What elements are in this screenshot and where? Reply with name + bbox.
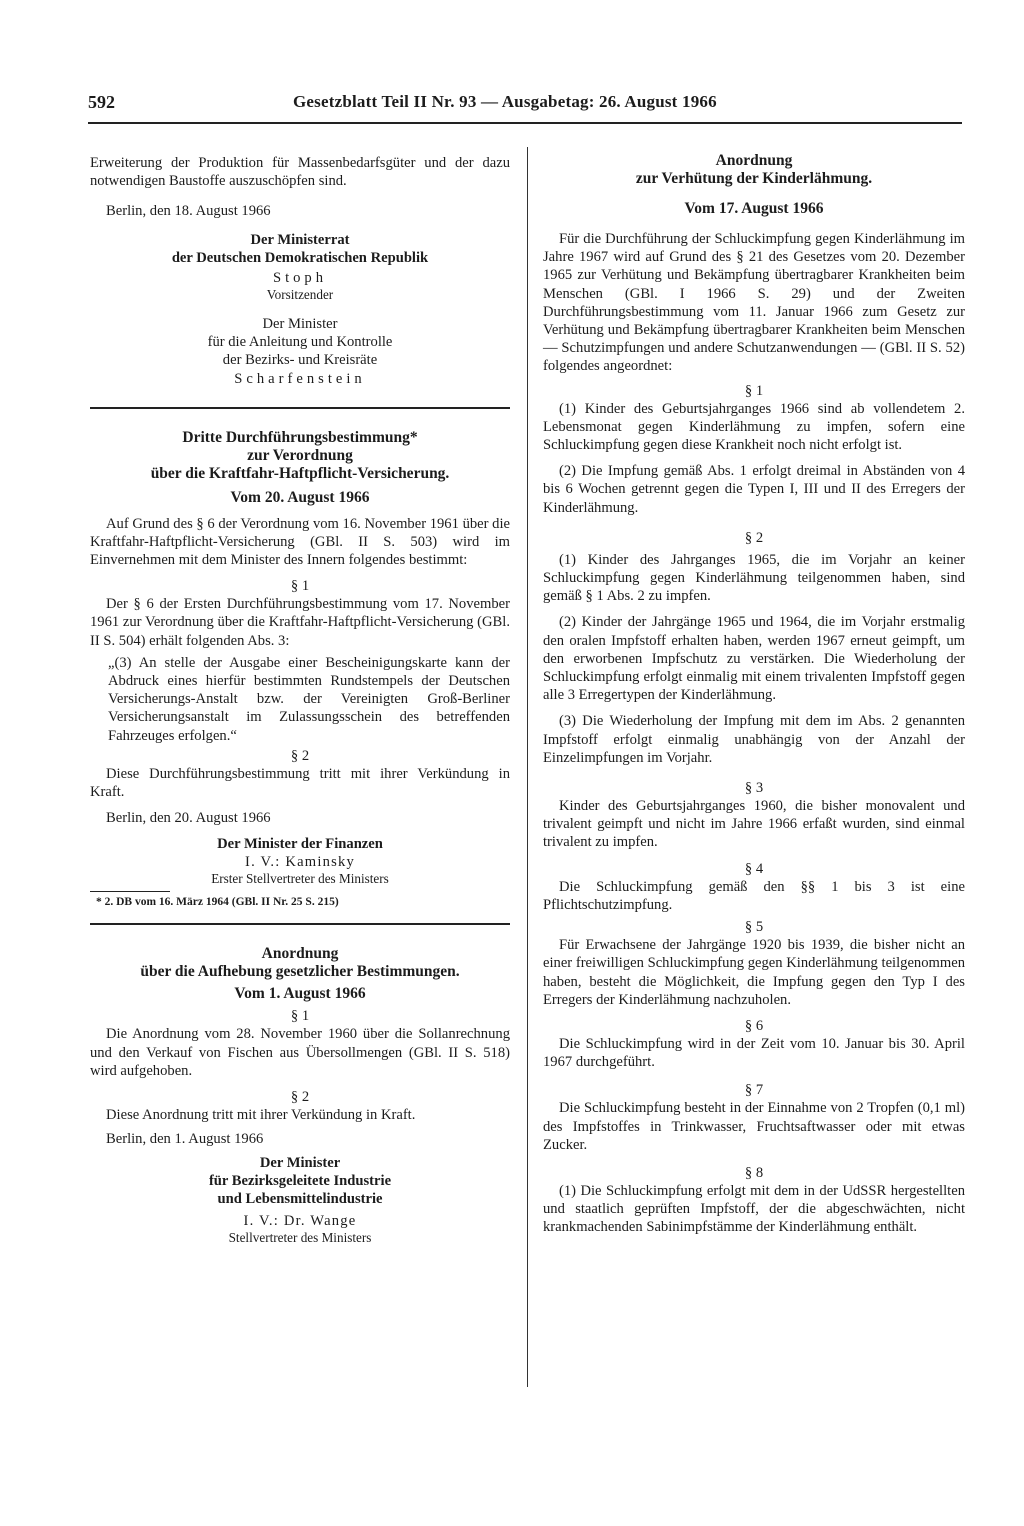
signatory2-line1: Der Minister bbox=[262, 315, 338, 332]
section-rule bbox=[90, 407, 510, 409]
reg2-sig-line3: und Lebensmittelindustrie bbox=[217, 1191, 383, 1208]
gazette-title: Gesetzblatt Teil II Nr. 93 — Ausgabetag: 26. August 1966 bbox=[293, 92, 717, 111]
reg1-sig-org: Der Minister der Finanzen bbox=[217, 836, 383, 853]
reg3-s3-heading: § 3 bbox=[744, 780, 764, 797]
reg1-s2-heading: § 2 bbox=[290, 747, 310, 764]
signatory2-line3: der Bezirks- und Kreisräte bbox=[222, 351, 378, 368]
reg3-title-2: zur Verhütung der Kinderlähmung. bbox=[635, 170, 873, 187]
reg2-place-date: Berlin, den 1. August 1966 bbox=[106, 1131, 264, 1148]
reg2-s1-heading: § 1 bbox=[290, 1008, 310, 1025]
reg3-s2-heading: § 2 bbox=[744, 529, 764, 546]
page-header bbox=[88, 88, 962, 124]
reg3-s2-p2: (2) Kinder der Jahrgänge 1965 und 1964, die im Vorjahr erstmalig den oralen Impfstoff erhalten haben, werden 1967 erneut geimpft, um den erworbenen Impfschutz zu verstärken. Die Wiederholung der Schluckimpfung erfolgt einmalig mit einem trivalenten Impfstoff gegen alle 3 Erregertypen der Kinderlähmung. bbox=[543, 614, 965, 704]
intro-text: Erweiterung der Produktion für Massenbedarfsgüter und der dazu notwendigen Baustoffe auszuschöpfen sind. bbox=[90, 155, 510, 190]
reg2-sig-line1: Der Minister bbox=[259, 1155, 341, 1172]
reg3-s6-text: Die Schluckimpfung wird in der Zeit vom 10. Januar bis 30. April 1967 durchgeführt. bbox=[543, 1035, 965, 1071]
reg1-place-date: Berlin, den 20. August 1966 bbox=[106, 810, 271, 827]
reg3-s2-p1: (1) Kinder des Jahrganges 1965, die im Vorjahr an keiner Schluckimpfung gegen Kinderlähmung teilgenommen haben, sind gemäß § 1 Abs. 2 zu impfen. bbox=[543, 551, 965, 605]
section-rule-2 bbox=[90, 923, 510, 925]
reg3-preamble: Für die Durchführung der Schluckimpfung gegen Kinderlähmung im Jahre 1967 wird auf Grund des § 21 des Gesetzes vom 20. Dezember 1965 zur Verhütung und Bekämpfung übertragbarer Krankheiten beim Menschen (GBl. I 1966 S. 29) und der Zweiten Durchführungsbestimmung vom 11. Januar 1966 zum Gesetz zur Verhütung und Bekämpfung übertragbarer Krankheiten beim Menschen — Schutzimpfungen und andere Schutzanwendungen — (GBl. II S. 52) folgendes angeordnet: bbox=[543, 231, 965, 375]
reg3-s4-heading: § 4 bbox=[744, 860, 764, 877]
reg2-sig-name: I. V.: Dr. Wange bbox=[243, 1213, 357, 1230]
intro-date: Berlin, den 18. August 1966 bbox=[106, 203, 271, 220]
right-column bbox=[543, 150, 965, 1237]
reg1-preamble: Auf Grund des § 6 der Verordnung vom 16. November 1961 über die Kraftfahr-Haftpflicht-Versicherung (GBl. II S. 503) wird im Einvernehmen mit dem Minister des Innern folgendes bestimmt: bbox=[90, 515, 510, 569]
reg1-title-2: zur Verordnung bbox=[247, 446, 353, 464]
reg3-s7-text: Die Schluckimpfung besteht in der Einnahme von 2 Tropfen (0,1 ml) des Impfstoffes in Trinkwasser, Fruchtsaftwasser oder mit etwas Zucker. bbox=[543, 1100, 965, 1153]
column-divider bbox=[527, 147, 528, 1387]
reg2-s2-heading: § 2 bbox=[290, 1089, 310, 1106]
reg3-s8-text: (1) Die Schluckimpfung erfolgt mit dem in der UdSSR hergestellten und staatlich geprüften Impfstoff, der die abgeschwächten, nicht krankmachenden Sabinimpfstämme der Kinderlähmung enthält. bbox=[543, 1182, 965, 1236]
page-number: 592 bbox=[88, 92, 115, 112]
reg3-s4-text: Die Schluckimpfung gemäß den §§ 1 bis 3 ist eine Pflichtschutzimpfung. bbox=[543, 878, 965, 913]
reg3-date: Vom 17. August 1966 bbox=[684, 200, 824, 217]
reg3-s1-heading: § 1 bbox=[744, 382, 764, 399]
left-column bbox=[90, 150, 510, 1246]
signatory-role: Vorsitzender bbox=[266, 286, 334, 302]
footnote-rule bbox=[90, 891, 170, 892]
reg3-s5-text: Für Erwachsene der Jahrgänge 1920 bis 1939, die bisher nicht an einer freiwilligen Schluckimpfung gegen Kinderlähmung teilgenommen haben, besteht die Möglichkeit, die Impfung gegen den Typ I des Erregers der Kinderlähmung nachzuholen. bbox=[543, 937, 965, 1008]
reg1-s1-quote: „(3) An stelle der Ausgabe einer Bescheinigungskarte kann der Abdruck eines hierfür bestimmten Rundstempels der Deutschen Versicherungs-Anstalt bzw. der Vereinigten Groß-Berliner Versicherungsanstalt im Zulassungsschein des betreffenden Fahrzeuges erfolgen.“ bbox=[108, 654, 510, 744]
reg1-title-3: über die Kraftfahr-Haftpflicht-Versicherung. bbox=[150, 464, 450, 482]
reg2-s2-text: Diese Anordnung tritt mit ihrer Verkündung in Kraft. bbox=[106, 1107, 416, 1124]
reg3-s7-heading: § 7 bbox=[744, 1082, 764, 1099]
reg3-s5-heading: § 5 bbox=[744, 919, 764, 936]
reg1-sig-name: I. V.: Kaminsky bbox=[245, 854, 355, 871]
reg2-date: Vom 1. August 1966 bbox=[234, 985, 366, 1003]
signatory2-line2: für die Anleitung und Kontrolle bbox=[207, 333, 393, 350]
reg3-title-1: Anordnung bbox=[715, 152, 793, 169]
reg1-s1-text: Der § 6 der Ersten Durchführungsbestimmung vom 17. November 1961 zur Verordnung über die Kraftfahr-Haftpflicht-Versicherung (GBl. II S. 504) erhält folgenden Abs. 3: bbox=[90, 596, 510, 649]
footnote: * 2. DB vom 16. März 1964 (GBl. II Nr. 25 S. 215) bbox=[96, 896, 339, 909]
reg1-s2-text: Diese Durchführungsbestimmung tritt mit ihrer Verkündung in Kraft. bbox=[90, 765, 510, 801]
reg3-s1-p2: (2) Die Impfung gemäß Abs. 1 erfolgt dreimal in Abständen von 4 bis 6 Wochen getrennt gegen die Typen I, III und II des Erregers der Kinderlähmung. bbox=[543, 463, 965, 516]
reg3-s6-heading: § 6 bbox=[744, 1017, 764, 1034]
signatory-name: Stoph bbox=[272, 269, 328, 286]
reg1-date: Vom 20. August 1966 bbox=[230, 488, 370, 506]
reg3-s8-heading: § 8 bbox=[744, 1164, 764, 1181]
reg2-s1-text: Die Anordnung vom 28. November 1960 über die Sollanrechnung und den Verkauf von Fischen aus Übersollmengen (GBl. II S. 518) wird aufgehoben. bbox=[90, 1026, 510, 1079]
reg3-s1-p1: (1) Kinder des Geburtsjahrganges 1966 sind ab vollendetem 2. Lebensmonat gegen Kinderlähmung zu impfen, sofern eine Schluckimpfung gegen diese Krankheit noch nicht erfolgt ist. bbox=[543, 400, 965, 454]
signatory2-name: Scharfenstein bbox=[234, 370, 366, 387]
reg1-s1-heading: § 1 bbox=[290, 578, 310, 595]
reg3-s3-text: Kinder des Geburtsjahrganges 1960, die bisher monovalent und trivalent geimpft und nicht im Jahre 1966 erfaßt wurden, sind einmal trivalent zu impfen. bbox=[543, 798, 965, 851]
reg3-s2-p3: (3) Die Wiederholung der Impfung mit dem im Abs. 2 genannten Impfstoff erfolgt einmalig unabhängig von der Anzahl der Einzelimpfungen im Vorjahr. bbox=[543, 713, 965, 766]
reg2-title-1: Anordnung bbox=[261, 945, 339, 963]
reg2-sig-role: Stellvertreter des Ministers bbox=[228, 1230, 372, 1246]
reg1-sig-role: Erster Stellvertreter des Ministers bbox=[211, 871, 389, 887]
signatory-org-2: der Deutschen Demokratischen Republik bbox=[171, 249, 429, 266]
reg2-sig-line2: für Bezirksgeleitete Industrie bbox=[208, 1173, 392, 1190]
signatory-org: Der Ministerrat bbox=[250, 231, 350, 248]
reg1-title-1: Dritte Durchführungsbestimmung* bbox=[182, 428, 418, 446]
reg2-title-2: über die Aufhebung gesetzlicher Bestimmungen. bbox=[140, 963, 460, 981]
